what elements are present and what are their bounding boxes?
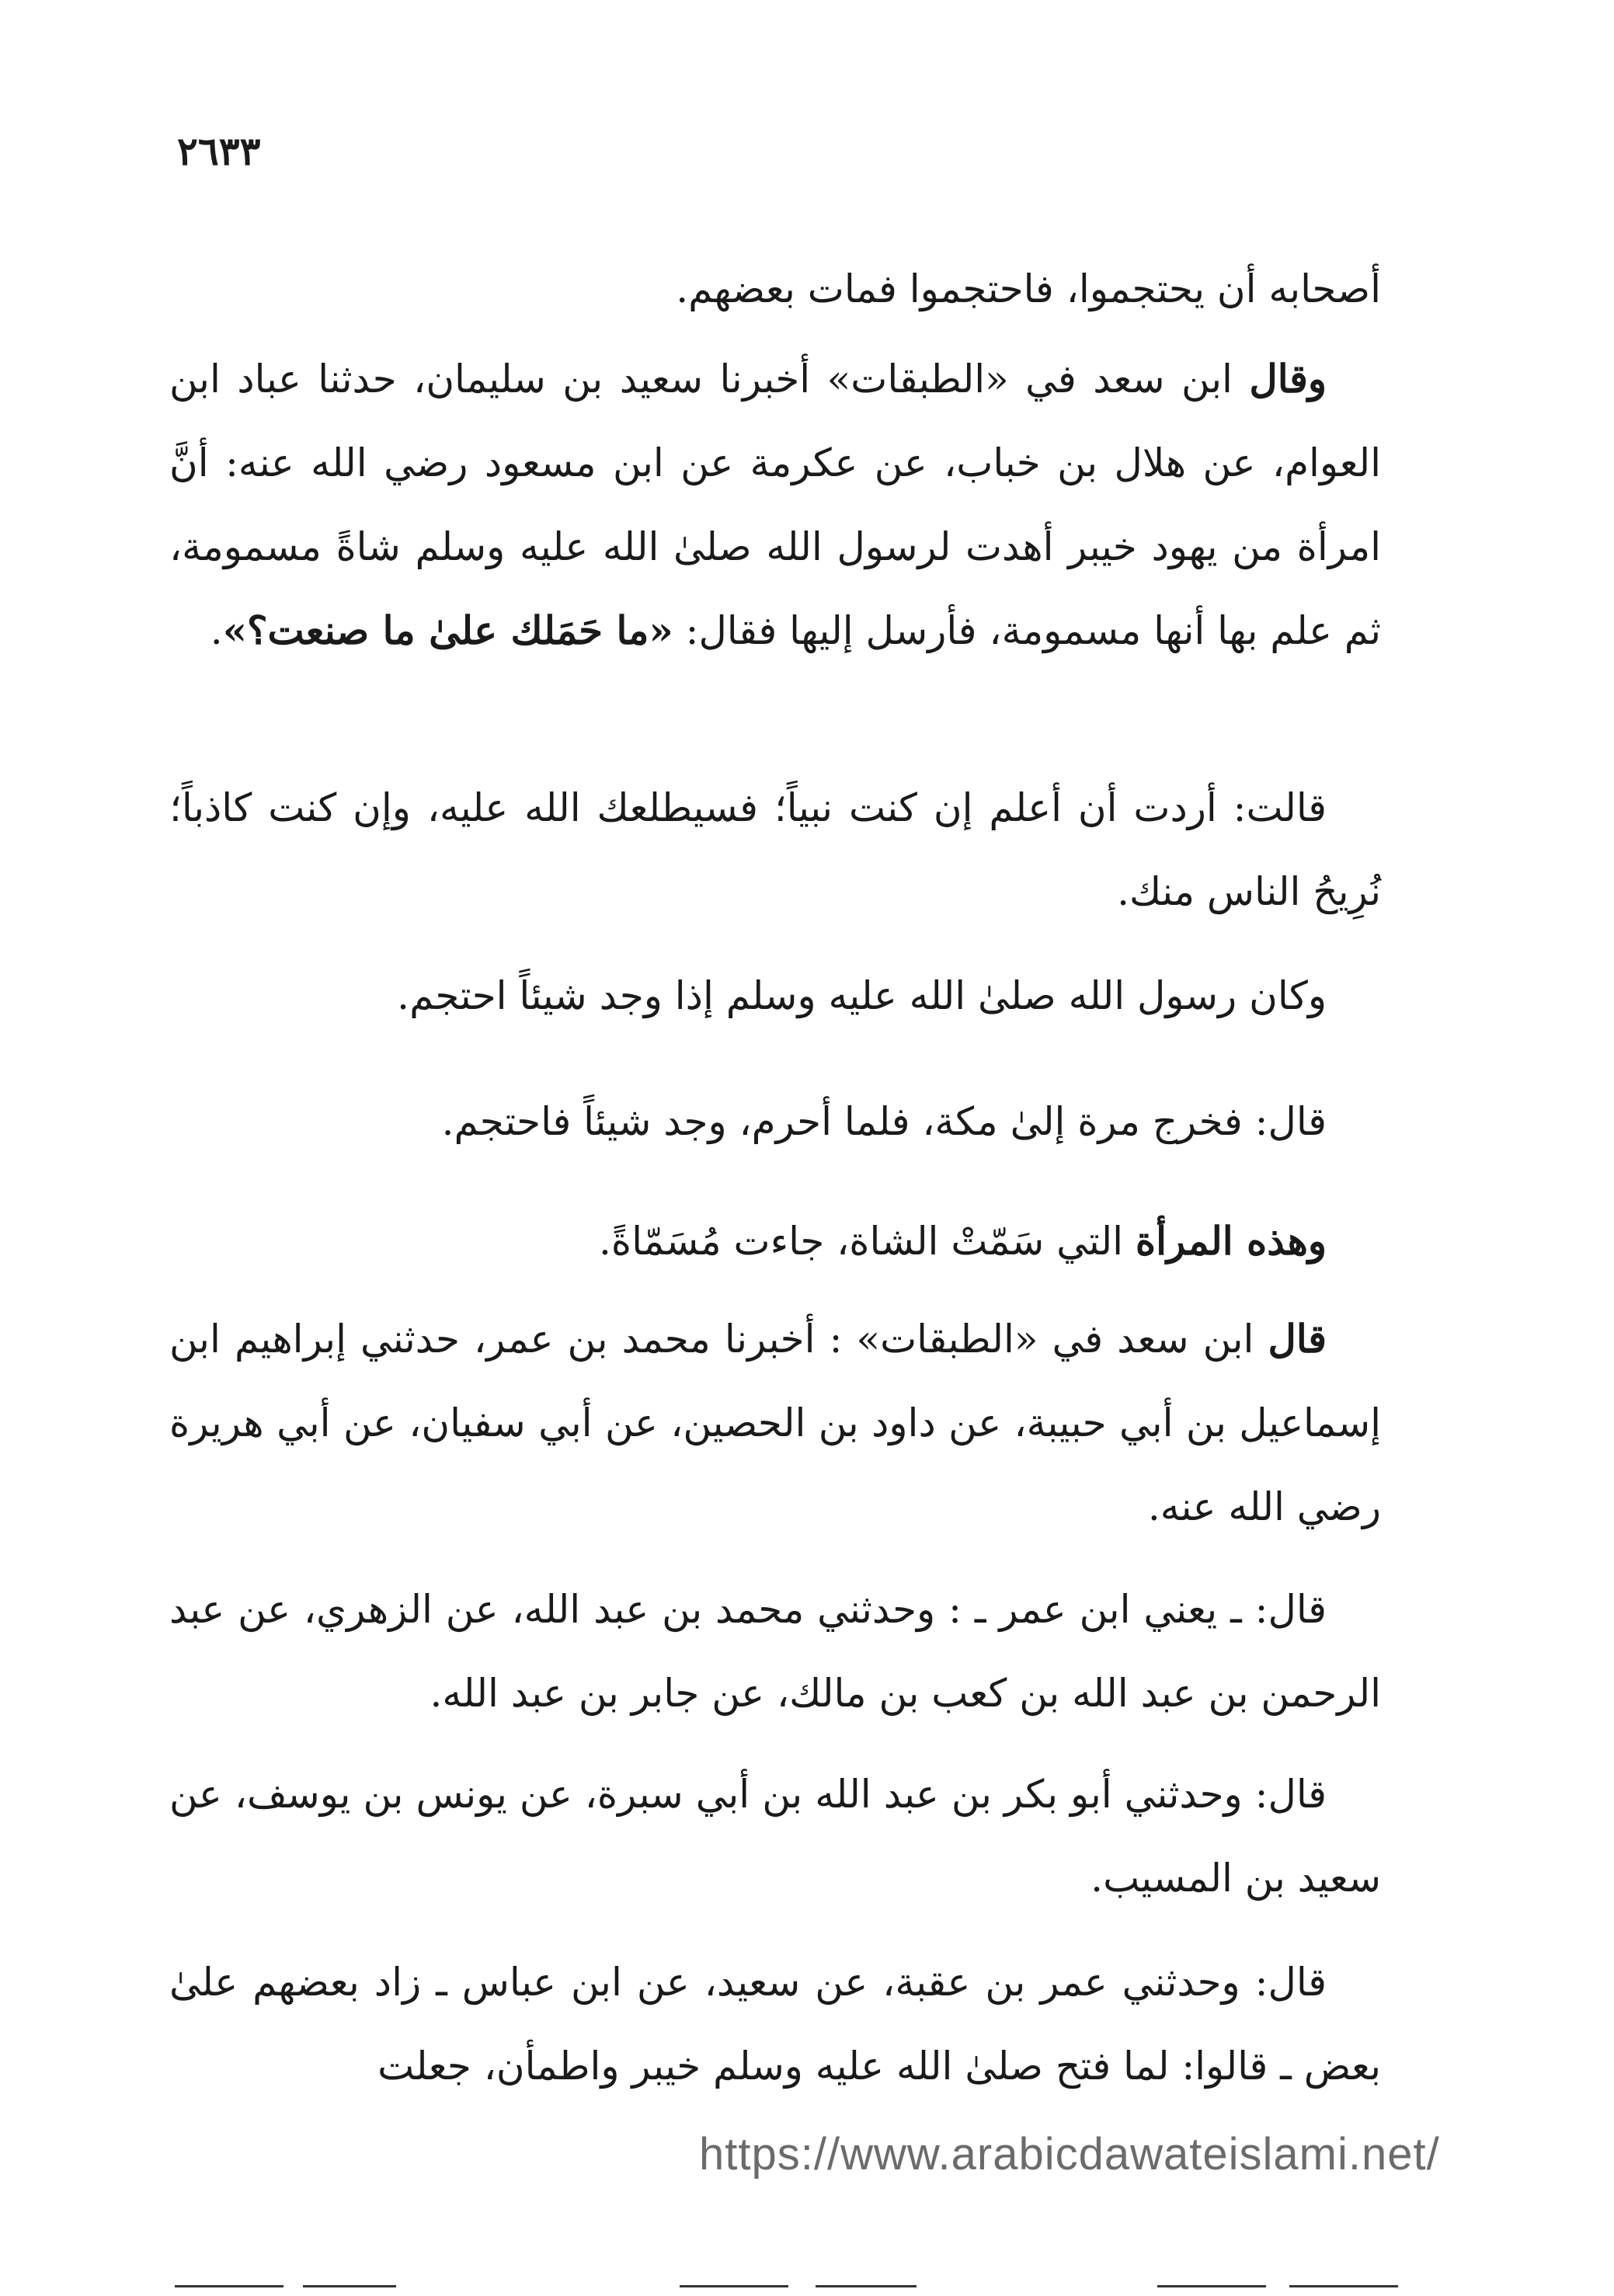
paragraph-5 <box>169 1080 1381 1164</box>
paragraph-7-text: ابن سعد في «الطبقات» : أخبرنا محمد بن عمر، حدثني إبراهيم ابن إسماعيل بن أبي حبيبة، عن داود بن الحصين، عن أبي سفيان، عن أبي هريرة رضي الله عنه. <box>169 1317 1381 1529</box>
paragraph-3-text: قالت: أردت أن أعلم إن كنت نبياً؛ فسيطلعك الله عليه، وإن كنت كاذباً؛ نُرِيحُ الناس منك. <box>169 785 1381 914</box>
paragraph-7 <box>169 1297 1381 1549</box>
paragraph-7-lead: قال <box>1268 1316 1327 1362</box>
bottom-rule-6 <box>1289 2285 1398 2287</box>
bottom-rule-4 <box>816 2285 917 2287</box>
paragraph-2 <box>169 337 1381 673</box>
paragraph-6-text: التي سَمّتْ الشاة، جاءت مُسَمّاةً. <box>599 1219 1136 1264</box>
paragraph-1-text: أصحابه أن يحتجموا، فاحتجموا فمات بعضهم. <box>676 266 1381 311</box>
paragraph-9-text: قال: وحدثني أبو بكر بن عبد الله بن أبي سبرة، عن يونس بن يوسف، عن سعيد بن المسيب. <box>169 1772 1381 1901</box>
paragraph-8 <box>169 1567 1381 1735</box>
bottom-rule-1 <box>175 2285 283 2287</box>
watermark-url: https://www.arabicdawateislami.net/ <box>699 2129 1440 2179</box>
paragraph-4-text: وكان رسول الله صلىٰ الله عليه وسلم إذا وجد شيئاً احتجم. <box>397 973 1327 1018</box>
bottom-rule-5 <box>1157 2285 1266 2287</box>
paragraph-10-text: قال: وحدثني عمر بن عقبة، عن سعيد، عن ابن عباس ـ زاد بعضهم علىٰ بعض ـ قالوا: لما فتح صلىٰ الله عليه وسلم خيبر واطمأن، جعلت <box>169 1960 1381 2089</box>
paragraph-4 <box>169 954 1381 1038</box>
paragraph-10 <box>169 1940 1381 2108</box>
bottom-rule-2 <box>303 2285 396 2287</box>
paragraph-3 <box>169 766 1381 934</box>
paragraph-6-lead: وهذه المرأة <box>1135 1218 1327 1264</box>
paragraph-6 <box>169 1199 1381 1283</box>
paragraph-2-quote: «ما حَمَلك علىٰ ما صنعت؟» <box>222 607 673 653</box>
bottom-rule-3 <box>680 2285 788 2287</box>
paragraph-8-text: قال: ـ يعني ابن عمر ـ : وحدثني محمد بن عبد الله، عن الزهري، عن عبد الرحمن بن عبد الله بن كعب بن مالك، عن جابر بن عبد الله. <box>169 1587 1381 1716</box>
paragraph-2-lead: وقال <box>1249 356 1327 402</box>
page-number: ٢٦٣٣ <box>177 128 261 174</box>
paragraph-2-text: ابن سعد في «الطبقات» أخبرنا سعيد بن سليمان، حدثنا عباد ابن العوام، عن هلال بن خباب، عن عكرمة عن ابن مسعود رضي الله عنه: أنَّ امرأة من يهود خيبر أهدت لرسول الله صلىٰ الله عليه وسلم شاةً مسمومة، ثم علم بها أنها مسمومة، فأرسل إليها فقال: <box>169 357 1381 653</box>
paragraph-5-text: قال: فخرج مرة إلىٰ مكة، فلما أحرم، وجد شيئاً فاحتجم. <box>441 1099 1327 1144</box>
paragraph-9 <box>169 1752 1381 1920</box>
paragraph-1 <box>169 247 1381 331</box>
paragraph-2-tail: . <box>210 608 223 653</box>
